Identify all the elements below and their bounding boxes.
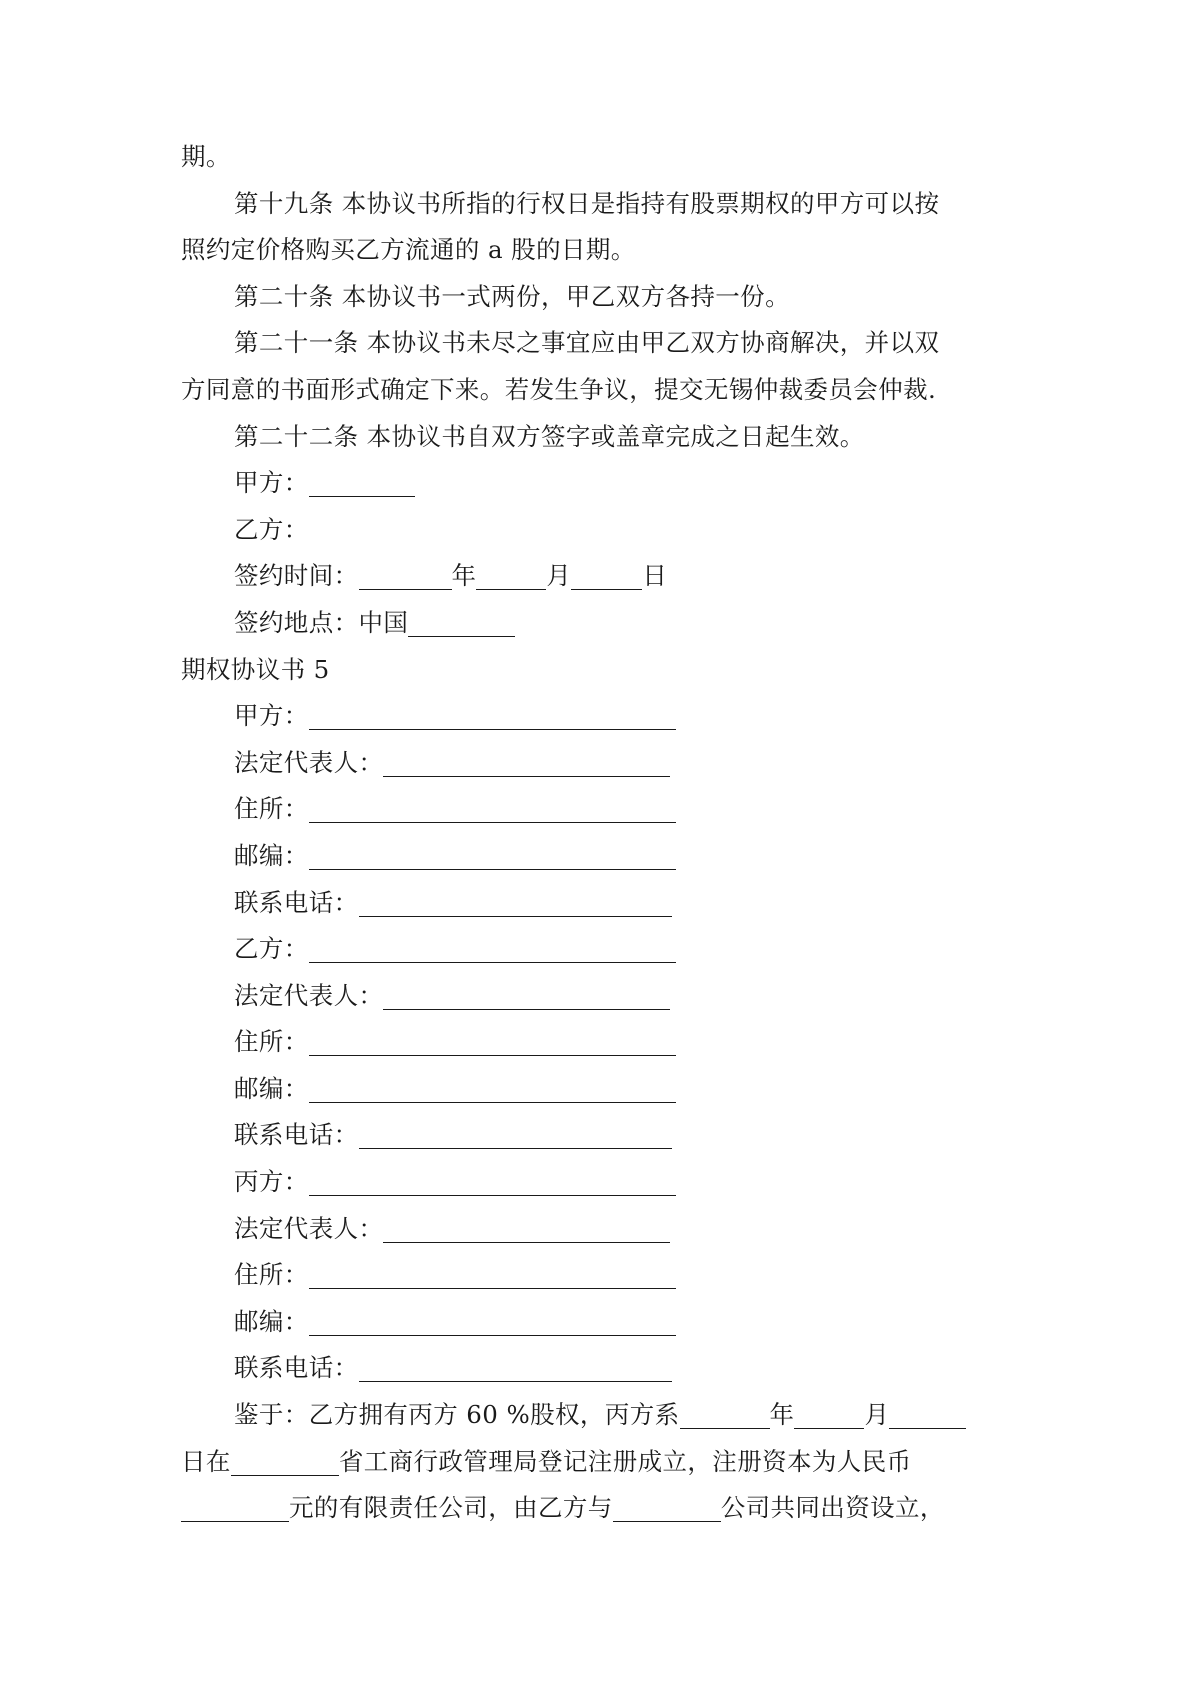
company-blank[interactable] bbox=[613, 1497, 721, 1522]
party-b-field bbox=[181, 926, 1021, 973]
recital-text: 元的有限责任公司，由乙方与 bbox=[289, 1493, 613, 1523]
month-label: 月 bbox=[864, 1400, 890, 1430]
field-blank[interactable] bbox=[309, 1031, 676, 1056]
field-blank[interactable] bbox=[309, 1171, 676, 1196]
field-blank[interactable] bbox=[309, 1078, 676, 1103]
signature-party-b bbox=[181, 507, 1021, 554]
field-label: 邮编： bbox=[234, 840, 309, 870]
signing-date-label: 签约时间： bbox=[234, 561, 359, 591]
party-a-blank[interactable] bbox=[309, 472, 415, 497]
signing-date bbox=[181, 553, 1021, 600]
field-label: 法定代表人： bbox=[234, 747, 384, 777]
field-label: 邮编： bbox=[234, 1306, 309, 1336]
day-blank[interactable] bbox=[889, 1404, 966, 1429]
field-blank[interactable] bbox=[309, 938, 676, 963]
party-b-zip-field bbox=[181, 1066, 1021, 1113]
article-19-line-1: 第十九条 本协议书所指的行权日是指持有股票期权的甲方可以按 bbox=[234, 188, 940, 218]
party-a-label: 甲方： bbox=[234, 468, 309, 498]
field-label: 法定代表人： bbox=[234, 980, 384, 1010]
field-blank[interactable] bbox=[309, 705, 676, 730]
section-heading: 期权协议书 5 bbox=[181, 654, 330, 684]
field-label: 联系电话： bbox=[234, 1353, 359, 1383]
party-b-addr-field bbox=[181, 1019, 1021, 1066]
field-blank[interactable] bbox=[309, 1311, 676, 1336]
field-label: 甲方： bbox=[234, 701, 309, 731]
article-21-line-2: 方同意的书面形式确定下来。若发生争议，提交无锡仲裁委员会仲裁. bbox=[181, 374, 937, 404]
day-label: 日 bbox=[642, 561, 668, 591]
signing-place-label: 签约地点：中国 bbox=[234, 607, 409, 637]
signing-place bbox=[181, 600, 1021, 647]
field-blank[interactable] bbox=[309, 845, 676, 870]
recital-text: 省工商行政管理局登记注册成立，注册资本为人民币 bbox=[338, 1446, 912, 1476]
document-page bbox=[181, 134, 1021, 1532]
party-b-tel-field bbox=[181, 1112, 1021, 1159]
party-c-rep-field bbox=[181, 1206, 1021, 1253]
party-c-field bbox=[181, 1159, 1021, 1206]
field-label: 乙方： bbox=[234, 934, 309, 964]
party-a-rep-field bbox=[181, 740, 1021, 787]
field-label: 住所： bbox=[234, 1260, 309, 1290]
capital-blank[interactable] bbox=[181, 1497, 289, 1522]
party-a-zip-field bbox=[181, 833, 1021, 880]
signature-party-a bbox=[181, 460, 1021, 507]
field-blank[interactable] bbox=[359, 892, 672, 917]
month-blank[interactable] bbox=[476, 565, 546, 590]
recital-text: 公司共同出资设立， bbox=[720, 1493, 945, 1523]
field-label: 丙方： bbox=[234, 1167, 309, 1197]
article-19-line-2: 照约定价格购买乙方流通的 a 股的日期。 bbox=[181, 235, 636, 265]
recital-line-1 bbox=[181, 1392, 1021, 1439]
field-blank[interactable] bbox=[359, 1124, 672, 1149]
province-blank[interactable] bbox=[231, 1451, 339, 1476]
article-20: 第二十条 本协议书一式两份，甲乙双方各持一份。 bbox=[234, 281, 790, 311]
field-blank[interactable] bbox=[359, 1357, 672, 1382]
field-label: 法定代表人： bbox=[234, 1213, 384, 1243]
party-a-addr-field bbox=[181, 786, 1021, 833]
field-blank[interactable] bbox=[309, 1264, 676, 1289]
month-label: 月 bbox=[546, 561, 572, 591]
year-blank[interactable] bbox=[680, 1404, 770, 1429]
year-label: 年 bbox=[769, 1400, 795, 1430]
field-blank[interactable] bbox=[383, 1218, 670, 1243]
field-label: 住所： bbox=[234, 1027, 309, 1057]
party-a-tel-field bbox=[181, 880, 1021, 927]
party-c-zip-field bbox=[181, 1299, 1021, 1346]
month-blank[interactable] bbox=[794, 1404, 864, 1429]
party-a-field bbox=[181, 693, 1021, 740]
article-22: 第二十二条 本协议书自双方签字或盖章完成之日起生效。 bbox=[234, 421, 865, 451]
field-label: 住所： bbox=[234, 794, 309, 824]
recital-line-3 bbox=[181, 1485, 1021, 1532]
year-blank[interactable] bbox=[359, 565, 452, 590]
party-c-addr-field bbox=[181, 1252, 1021, 1299]
party-b-rep-field bbox=[181, 973, 1021, 1020]
recital-text: 鉴于：乙方拥有丙方 60 %股权，丙方系 bbox=[234, 1400, 680, 1430]
field-label: 联系电话： bbox=[234, 1120, 359, 1150]
recital-line-2 bbox=[181, 1439, 1021, 1486]
text-line: 期。 bbox=[181, 142, 231, 171]
party-b-label: 乙方： bbox=[234, 514, 309, 544]
field-blank[interactable] bbox=[309, 798, 676, 823]
article-21-line-1: 第二十一条 本协议书未尽之事宜应由甲乙双方协商解决，并以双 bbox=[234, 328, 940, 358]
party-c-tel-field bbox=[181, 1345, 1021, 1392]
field-label: 联系电话： bbox=[234, 887, 359, 917]
field-blank[interactable] bbox=[383, 985, 670, 1010]
recital-text: 日在 bbox=[181, 1446, 231, 1476]
signing-place-blank[interactable] bbox=[408, 612, 515, 637]
field-label: 邮编： bbox=[234, 1073, 309, 1103]
field-blank[interactable] bbox=[383, 752, 670, 777]
day-blank[interactable] bbox=[571, 565, 642, 590]
year-label: 年 bbox=[451, 561, 477, 591]
